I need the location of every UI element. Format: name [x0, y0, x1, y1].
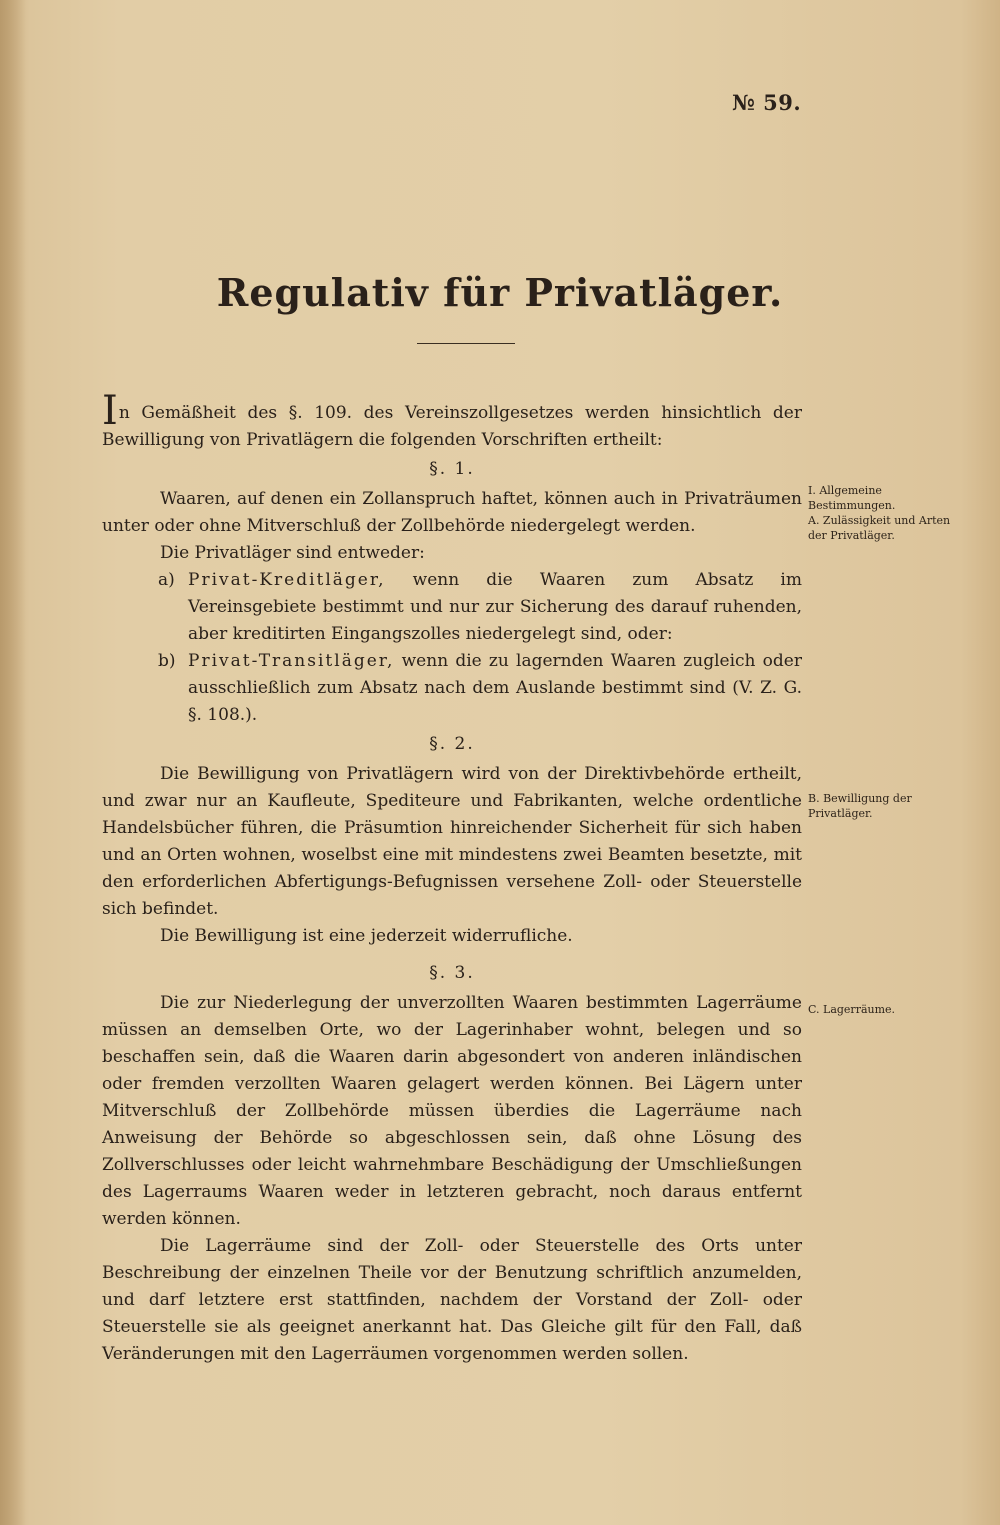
list-item	[158, 648, 802, 729]
list-item	[158, 567, 802, 648]
drop-initial: I	[102, 388, 118, 434]
section-heading-1: §. 1.	[429, 459, 475, 479]
section-2-paragraph-1: Die Bewilligung von Privatlägern wird von der Direktivbehörde ertheilt, und zwar nur an Kaufleute, Spediteure und Fabrikanten, welche ordentliche Handelsbücher führen, die Präsumtion hinreichender Sicherheit für sich haben und an Orten wohnen, woselbst eine mit mindestens zwei Beamten besetzte, mit den erforderlichen Abfertigungs-Befugnissen versehene Zoll- oder Steuerstelle sich befindet.	[102, 764, 802, 919]
section-3-paragraph-2: Die Lagerräume sind der Zoll- oder Steuerstelle des Orts unter Beschreibung der einzelnen Theile vor der Benutzung schriftlich anzumelden, und darf letztere erst stattfinden, nachdem der Vorstand der Zoll- oder Steuerstelle sie als geeignet anerkannt hat. Das Gleiche gilt für den Fall, daß Veränderungen mit den Lagerräumen vorgenommen werden sollen.	[102, 1236, 802, 1364]
margin-note-sub: A. Zulässigkeit und Arten der Privatläger.	[808, 514, 951, 542]
margin-note-general	[808, 483, 958, 543]
section-1-paragraph-1: Waaren, auf denen ein Zollanspruch haftet, können auch in Privaträumen unter oder ohne Mitverschluß der Zollbehörde niedergelegt werden.	[102, 489, 802, 536]
margin-note-storage: C. Lagerräume.	[808, 1003, 896, 1016]
title-rule	[417, 343, 515, 344]
page-number: № 59.	[732, 90, 802, 115]
page-binding-shadow	[0, 0, 26, 1525]
margin-note-approval: B. Bewilligung der Privatläger.	[808, 792, 912, 820]
list-item-body	[188, 567, 802, 648]
intro-text: n Gemäßheit des §. 109. des Vereinszollgesetzes werden hinsichtlich der Bewilligung von Privatlägern die folgenden Vorschriften ertheilt:	[102, 403, 802, 450]
intro-paragraph	[102, 388, 802, 454]
section-3-paragraph-1: Die zur Niederlegung der unverzollten Waaren bestimmten Lagerräume müssen an demselben Orte, wo der Lagerinhaber wohnt, belegen und so beschaffen sein, daß die Waaren darin abgesondert von anderen inländischen oder fremden verzollten Waaren gelagert werden können. Bei Lägern unter Mitverschluß der Zollbehörde müssen überdies die Lagerräume nach Anweisung der Behörde so abgeschlossen sein, daß ohne Lösung des Zollverschlusses oder leicht wahrnehmbare Beschädigung der Umschließungen des Lagerraums Waaren weder in letzteren gebracht, noch daraus entfernt werden können.	[102, 993, 802, 1229]
margin-note-title: I. Allgemeine Bestimmungen.	[808, 484, 896, 512]
list-item-marker: b)	[158, 651, 176, 671]
list-item-marker: a)	[158, 570, 175, 590]
section-heading-2: §. 2.	[429, 734, 475, 754]
main-text	[102, 388, 802, 1368]
section-1-paragraph-2: Die Privatläger sind entweder:	[160, 543, 425, 563]
list-item-term: Privat-Kreditläger,	[188, 570, 386, 590]
list-item-text: wenn die zu lagernden Waaren zugleich oder ausschließlich zum Absatz nach dem Auslande bestimmt sind (V. Z. G. §. 108.).	[188, 651, 802, 725]
section-heading-3: §. 3.	[429, 963, 475, 983]
list-item-body	[188, 648, 802, 729]
document-title: Regulativ für Privatläger.	[216, 270, 784, 315]
section-2-paragraph-2: Die Bewilligung ist eine jederzeit widerrufliche.	[160, 926, 573, 946]
list-item-text: wenn die Waaren zum Absatz im Vereinsgebiete bestimmt und nur zur Sicherung des darauf ruhenden, aber kreditirten Eingangszolles niedergelegt sind, oder:	[188, 570, 802, 644]
list-item-term: Privat-Transitläger,	[188, 651, 395, 671]
